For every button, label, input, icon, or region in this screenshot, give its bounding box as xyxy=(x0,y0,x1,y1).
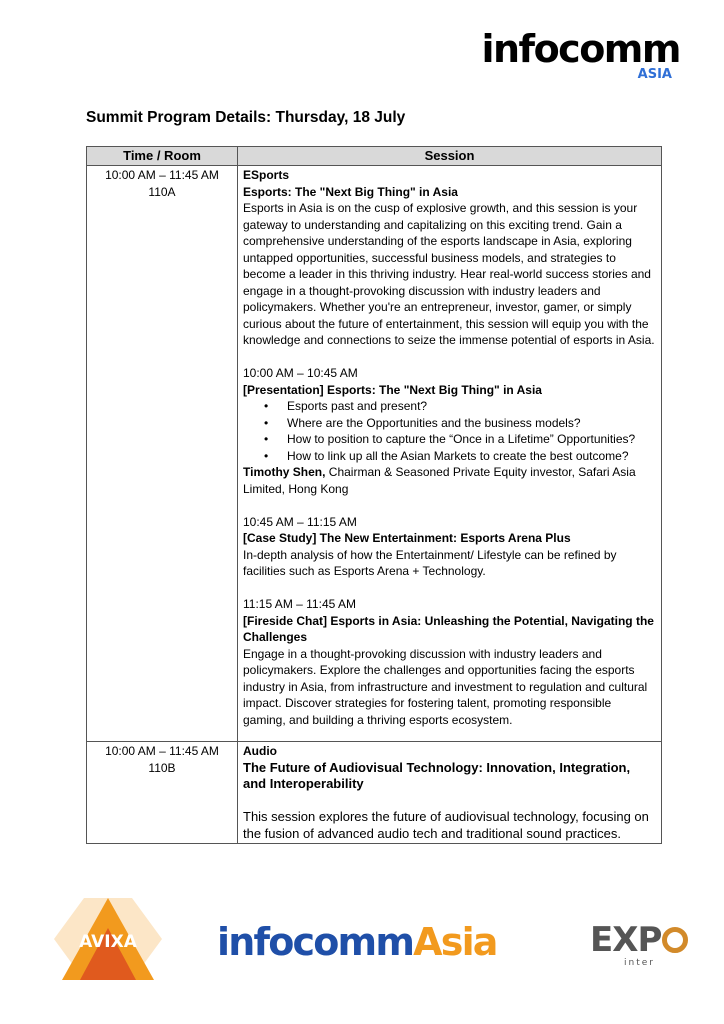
sub-session-time: 11:15 AM – 11:45 AM xyxy=(243,597,356,611)
expo-sub: inter xyxy=(624,958,655,968)
speaker xyxy=(243,464,656,497)
logo-top-word: infocomm xyxy=(481,27,680,71)
sub-session-title: [Fireside Chat] Esports in Asia: Unleashing the Potential, Navigating the Challenges xyxy=(243,613,654,644)
sub-session-time: 10:45 AM – 11:15 AM xyxy=(243,514,357,529)
session-title: Esports: The "Next Big Thing" in Asia xyxy=(243,184,458,199)
track-name: Audio xyxy=(243,744,277,758)
sub-session-title: [Presentation] Esports: The "Next Big Thing" in Asia xyxy=(243,382,542,397)
infocomm-asia-logo-bottom xyxy=(217,920,497,964)
time-range: 10:00 AM – 11:45 AM xyxy=(105,168,219,182)
logo-bottom-blue: infocomm xyxy=(217,920,414,964)
speaker-info: Chairman & Seasoned Private Equity investor, Safari Asia Limited, Hong Kong xyxy=(243,465,636,496)
table-row xyxy=(87,166,662,742)
logo-top-sub: ASIA xyxy=(637,67,672,82)
sub-session-title: [Case Study] The New Entertainment: Esports Arena Plus xyxy=(243,531,571,545)
time-range: 10:00 AM – 11:45 AM xyxy=(105,744,219,758)
expo-o-icon xyxy=(662,927,688,953)
table-row xyxy=(87,742,662,844)
avixa-wordmark: AVIXA xyxy=(79,932,137,952)
session-description: This session explores the future of audiovisual technology, focusing on the fusion of advanced audio tech and traditional sound practices. xyxy=(243,809,649,841)
session-cell xyxy=(238,166,662,742)
room: 110A xyxy=(148,184,176,199)
sub-session-description: Engage in a thought-provoking discussion with industry leaders and policymakers. Explore the challenges and opportunities facing the esports industry in Asia, from infrastructure and investment to regulation and cultural impact. Discover strategies for fostering talent, promoting responsible gaming, and building a thriving esports ecosystem. xyxy=(243,646,648,727)
avixa-logo xyxy=(54,898,162,980)
time-cell xyxy=(87,742,238,844)
bullet-list xyxy=(243,398,656,464)
sub-session-description: In-depth analysis of how the Entertainment/ Lifestyle can be refined by facilities such as Esports Arena + Technology. xyxy=(243,547,617,578)
expo-inter-logo xyxy=(590,922,700,972)
program-table xyxy=(86,146,662,844)
room: 110B xyxy=(148,760,176,775)
page-heading: Summit Program Details: Thursday, 18 July xyxy=(86,109,406,126)
session-cell xyxy=(238,742,662,844)
sub-session-time: 10:00 AM – 10:45 AM xyxy=(243,366,358,380)
speaker-name: Timothy Shen, xyxy=(243,465,326,479)
session-title: The Future of Audiovisual Technology: Innovation, Integration, and Interoperability xyxy=(243,759,631,791)
footer-logos xyxy=(0,890,724,990)
list-item: • Esports past and present? xyxy=(287,398,656,415)
header-time-room: Time / Room xyxy=(87,147,238,166)
header-session: Session xyxy=(238,147,662,166)
track-name: ESports xyxy=(243,168,290,182)
list-item: • How to position to capture the “Once in a Lifetime” Opportunities? xyxy=(287,431,656,448)
infocomm-asia-logo-top xyxy=(470,27,680,82)
list-item: • How to link up all the Asian Markets to create the best outcome? xyxy=(287,448,656,465)
list-item: • Where are the Opportunities and the business models? xyxy=(287,415,656,432)
table-header-row xyxy=(87,147,662,166)
logo-bottom-orange: Asia xyxy=(413,920,497,964)
time-cell xyxy=(87,166,238,742)
expo-letters: EXP xyxy=(590,920,662,960)
session-description: Esports in Asia is on the cusp of explosive growth, and this session is your gateway to understanding and capitalizing on this exciting trend. Gain a comprehensive understanding of the esports landscape in Asia, exploring untapped opportunities, successful business models, and strategies to become a leader in this thriving industry. Hear real-world success stories and engage in a thought-provoking discussion with industry leaders and policymakers. Whether you're an entrepreneur, investor, gamer, or simply curious about the future of entertainment, this session will equip you with the knowledge and connections to seize the immense potential of esports in Asia. xyxy=(243,201,655,347)
